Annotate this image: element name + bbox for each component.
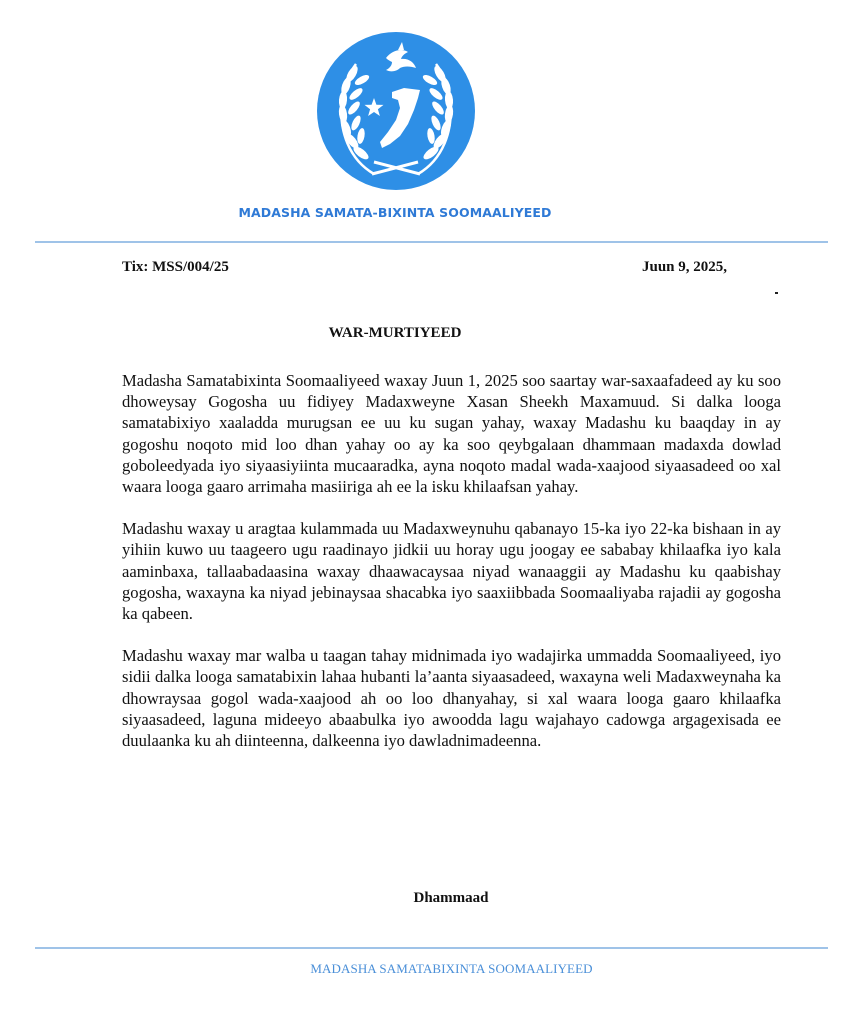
reference-number: Tix: MSS/004/25 — [122, 259, 229, 275]
header-divider — [35, 241, 828, 243]
document-body — [122, 370, 781, 772]
document-title: WAR-MURTIYEED — [328, 325, 462, 341]
document-date: Juun 9, 2025, — [642, 259, 728, 275]
footer-organization: MADASHA SAMATABIXINTA SOOMAALIYEED — [310, 961, 593, 976]
closing-text: Dhammaad — [413, 890, 489, 906]
stray-mark — [775, 292, 778, 294]
organization-header: MADASHA SAMATA-BIXINTA SOOMAALIYEED — [238, 205, 552, 220]
body-paragraph-1: Madasha Samatabixinta Soomaaliyeed waxay Juun 1, 2025 soo saartay war-saxaafadeed ay ku soo dhoweysay Gogosha uu fidiyey Madaxweyne Xasan Sheekh Maxamuud. Si dalka looga samatabixiyo xaaladda murugsan ee uu ku sugan yahay, waxay Madashu ku baaqday in ay gogoshu noqoto mid loo dhan yahay oo ay ka soo qeybgalaan dhammaan madaxda dowlad goboleedyada iyo siyaasiyiinta mucaaradka, ayna noqoto madal wada-xaajood siyaasadeed oo xal waara looga gaaro arrimaha masiiriga ah ee la isku khilaafsan yahay. — [122, 371, 781, 497]
somali-emblem-icon — [316, 28, 476, 194]
organization-logo — [316, 28, 476, 194]
body-paragraph-2: Madashu waxay u aragtaa kulammada uu Madaxweynuhu qabanayo 15-ka iyo 22-ka bishaan in ay yihiin kuwo uu taageero ugu raadinayo jidkii uu horay ugu joogay ee sababay khilaafka iyo kala aaminbaxa, tallaabadaasina waxay dhaawacaysaa niyad wanaaggii ay Madashu ku qaabishay gogosha, waxayna ka niyad jebinaysaa shacabka iyo saaxiibbada Soomaaliyaba rajadii ay gogosha ka qabeen. — [122, 519, 781, 624]
footer-divider — [35, 947, 828, 949]
body-paragraph-3: Madashu waxay mar walba u taagan tahay midnimada iyo wadajirka ummadda Soomaaliyeed, iyo sidii dalka looga samatabixin lahaa hubanti la’aanta siyaasadeed, waxayna weli Madaxweynaha ka dhowraysaa gogol wada-xaajood ah oo loo dhanyahay, si xal waara looga gaaro khilaafka siyaasadeed, laguna mideeyo abaabulka iyo awoodda lagu wajahayo cadowga argagexisada ee duulaanka ku ah diinteenna, dalkeenna iyo dawladnimadeenna. — [122, 646, 781, 751]
